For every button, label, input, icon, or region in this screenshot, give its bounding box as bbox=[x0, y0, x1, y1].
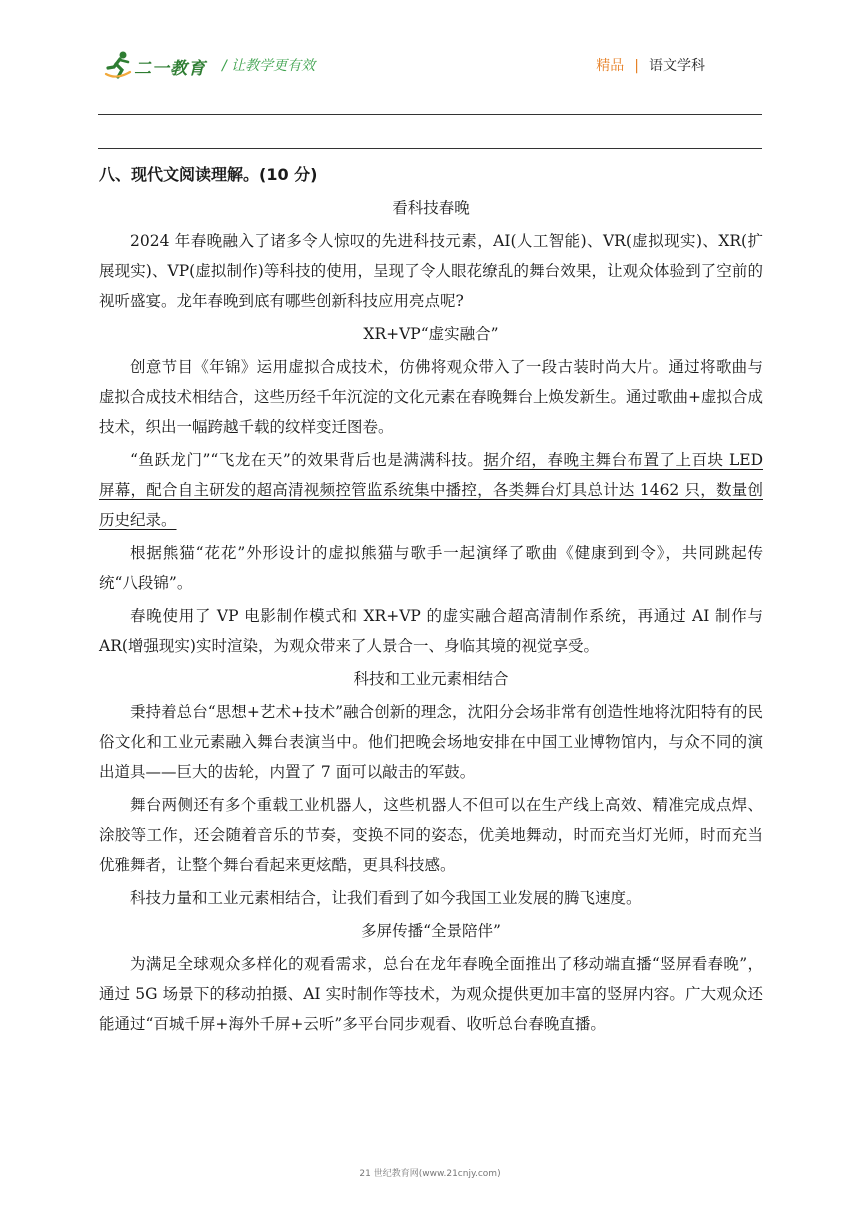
header-slogan: / 让教学更有效 bbox=[222, 58, 316, 74]
tag-separator: | bbox=[634, 58, 639, 74]
section-heading: XR+VP“虚实融合” bbox=[363, 325, 499, 343]
paragraph: 创意节目《年锦》运用虚拟合成技术，仿佛将观众带入了一段古装时尚大片。通过将歌曲与虚拟合成技术相结合，这些历经千年沉淀的文化元素在春晚舞台上焕发新生。通过歌曲+虚拟合成技术，织出一幅跨越千载的纹样变迁图卷。 bbox=[99, 358, 763, 436]
section-heading: 多屏传播“全景陪伴” bbox=[361, 922, 501, 940]
paragraph: 根据熊猫“花花”外形设计的虚拟熊猫与歌手一起演绎了歌曲《健康到到令》，共同跳起传统“八段锦”。 bbox=[99, 544, 763, 592]
paragraph: 为满足全球观众多样化的观看需求，总台在龙年春晚全面推出了移动端直播“竖屏看春晚”，通过 5G 场景下的移动拍摄、AI 实时制作等技术，为观众提供更加丰富的竖屏内容。广大观众还能通过“百城千屏+海外千屏+云听”多平台同步观看、收听总台春晚直播。 bbox=[99, 955, 763, 1033]
question-title: 八、现代文阅读理解。(10 分) bbox=[99, 165, 318, 184]
paragraph: 春晚使用了 VP 电影制作模式和 XR+VP 的虚实融合超高清制作系统，再通过 AI 制作与 AR(增强现实)实时渲染，为观众带来了人景合一、身临其境的视觉享受。 bbox=[99, 607, 763, 655]
paragraph-with-underline bbox=[99, 445, 763, 535]
paragraph: 舞台两侧还有多个重载工业机器人，这些机器人不但可以在生产线上高效、精准完成点焊、涂胶等工作，还会随着音乐的节奏，变换不同的姿态，优美地舞动，时而充当灯光师，时而充当优雅舞者，让整个舞台看起来更炫酷，更具科技感。 bbox=[99, 796, 763, 874]
paragraph-text: “鱼跃龙门”“飞龙在天”的效果背后也是满满科技。 bbox=[130, 451, 484, 469]
page-footer: 21 世纪教育网(www.21cnjy.com) bbox=[359, 1169, 501, 1179]
logo-text: 二一教育 bbox=[134, 59, 206, 79]
article-title: 看科技春晚 bbox=[392, 199, 470, 217]
runner-icon bbox=[104, 50, 132, 80]
section-heading: 科技和工业元素相结合 bbox=[353, 670, 509, 688]
quality-tag: 精品 bbox=[596, 58, 625, 74]
article-intro: 2024 年春晚融入了诸多令人惊叹的先进科技元素，AI(人工智能)、VR(虚拟现实)、XR(扩展现实)、VP(虚拟制作)等科技的使用，呈现了令人眼花缭乱的舞台效果，让观众体验到了空前的视听盛宴。龙年春晚到底有哪些创新科技应用亮点呢? bbox=[99, 232, 763, 310]
header-rule-bottom bbox=[98, 148, 762, 149]
brand-logo[interactable] bbox=[104, 50, 216, 80]
paragraph: 秉持着总台“思想+艺术+技术”融合创新的理念，沈阳分会场非常有创造性地将沈阳特有的民俗文化和工业元素融入舞台表演当中。他们把晚会场地安排在中国工业博物馆内，与众不同的演出道具——巨大的齿轮，内置了 7 面可以敲击的军鼓。 bbox=[99, 703, 763, 781]
header-rule-top bbox=[98, 114, 762, 115]
subject-tag: 语文学科 bbox=[649, 58, 705, 74]
page-header bbox=[0, 0, 860, 120]
header-tags bbox=[596, 55, 705, 75]
reading-section bbox=[99, 160, 763, 1042]
underlined-sentence: 据介绍，春晚主舞台布置了上百块 LED 屏幕，配合自主研发的超高清视频控管监系统集中播控，各类舞台灯具总计达 1462 只，数量创历史纪录。 bbox=[99, 451, 764, 529]
paragraph: 科技力量和工业元素相结合，让我们看到了如今我国工业发展的腾飞速度。 bbox=[130, 889, 642, 907]
